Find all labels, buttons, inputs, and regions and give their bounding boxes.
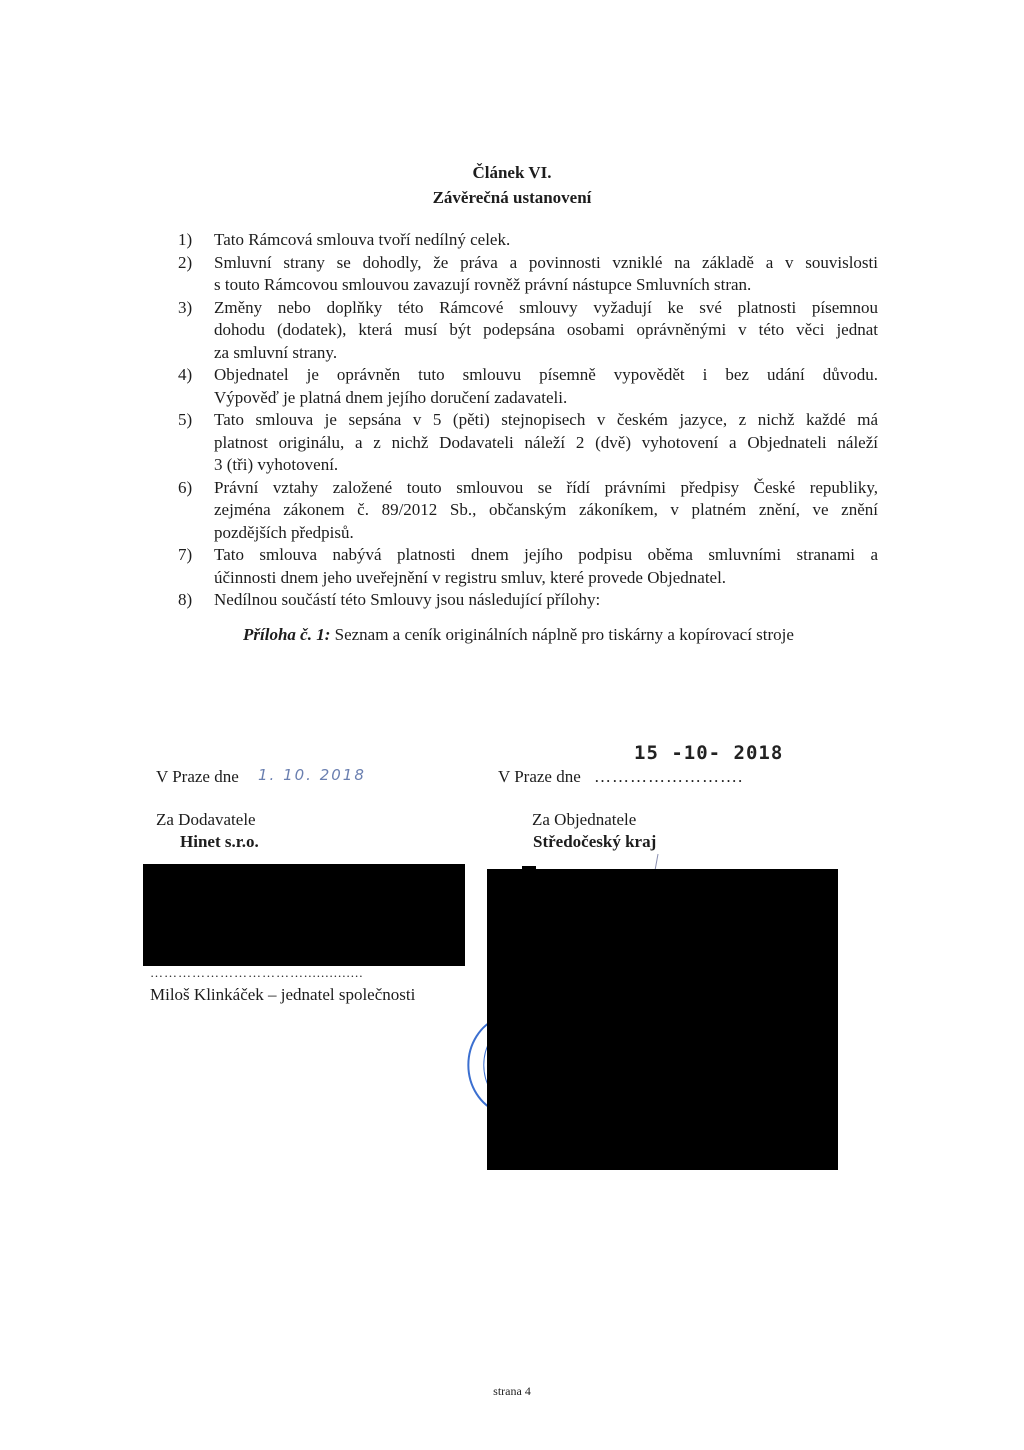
right-company: Středočeský kraj (533, 832, 657, 851)
clause-line: platnost originálu, a z nichž Dodavateli náleží 2 (dvě) vyhotovení a Objednateli náleží (214, 432, 878, 452)
right-signature-redaction (487, 869, 838, 1170)
clause-line: Objednatel je oprávněn tuto smlouvu písemně vypovědět i bez udání důvodu. (214, 365, 878, 384)
clause-line: Tato smlouva nabývá platnosti dnem jejího podpisu oběma smluvními stranami a (214, 545, 878, 564)
clause-1 (178, 229, 878, 252)
clause-8 (178, 589, 878, 612)
clause-line: zejména zákonem č. 89/2012 Sb., občanským zákoníkem, v platném znění, ve znění (214, 500, 878, 519)
clause-line: účinnosti dnem jeho uveřejnění v registru smluv, které provede Objednatel. (214, 567, 727, 587)
clause-number: 3) (178, 297, 193, 317)
clause-line: Nedílnou součástí této Smlouvy jsou následující přílohy: (214, 590, 601, 609)
clause-line: 3 (tři) vyhotovení. (214, 455, 339, 474)
clause-number: 6) (178, 477, 193, 497)
page-number: strana 4 (493, 1384, 531, 1398)
clause-line: za smluvní strany. (214, 342, 338, 362)
left-place-label: V Praze dne (156, 767, 239, 786)
clause-line: Změny nebo doplňky této Rámcové smlouvy vyžadují ke své platnosti písemnou (214, 297, 878, 317)
clause-line: dohodu (dodatek), která musí být podepsána osobami oprávněnými v této věci jednat (214, 320, 878, 339)
left-signatory: Miloš Klinkáček – jednatel společnosti (150, 985, 416, 1004)
right-stamp-date: 15 -10- 2018 (634, 742, 784, 764)
clause-number: 7) (178, 545, 193, 564)
clause-number: 5) (178, 410, 193, 429)
attachment-text: Seznam a ceník originálních náplně pro tiskárny a kopírovací stroje (334, 625, 794, 644)
left-company: Hinet s.r.o. (180, 832, 259, 851)
clause-2 (178, 252, 878, 297)
attachment-line (243, 624, 794, 646)
clause-list (178, 229, 878, 612)
clause-number: 4) (178, 365, 193, 384)
clause-6 (178, 477, 878, 545)
right-place-label: V Praze dne (498, 767, 581, 786)
clause-line: Smluvní strany se dohodly, že práva a povinnosti vzniklé na základě a v souvislosti (214, 252, 878, 272)
clause-number: 1) (178, 230, 193, 249)
left-handwritten-date: 1. 10. 2018 (258, 766, 366, 784)
clause-5 (178, 409, 878, 477)
clause-7 (178, 544, 878, 589)
article-title: Závěrečná ustanovení (432, 188, 592, 207)
clause-line: pozdějších předpisů. (214, 522, 354, 542)
clause-line: Právní vztahy založené touto smlouvou se řídí právními předpisy České republiky, (214, 477, 878, 497)
clause-line: Tato smlouva je sepsána v 5 (pěti) stejnopisech v českém jazyce, z nichž každé má (214, 410, 878, 429)
clause-4 (178, 364, 878, 409)
clause-number: 8) (178, 590, 193, 609)
attachment-label: Příloha č. 1: (243, 625, 331, 644)
left-signature-redaction (143, 864, 465, 966)
article-number: Článek VI. (472, 163, 552, 182)
left-signature-line: …………………………….............. (150, 965, 364, 980)
right-date-line: ……………………. (594, 767, 744, 786)
clause-3 (178, 297, 878, 365)
left-role: Za Dodavatele (156, 810, 256, 829)
clause-number: 2) (178, 252, 193, 272)
clause-line: Tato Rámcová smlouva tvoří nedílný celek. (214, 230, 511, 249)
clause-line: Výpověď je platná dnem jejího doručení zadavateli. (214, 387, 568, 407)
right-role: Za Objednatele (532, 810, 637, 829)
clause-line: s touto Rámcovou smlouvou zavazují rovněž právní nástupce Smluvních stran. (214, 275, 752, 294)
